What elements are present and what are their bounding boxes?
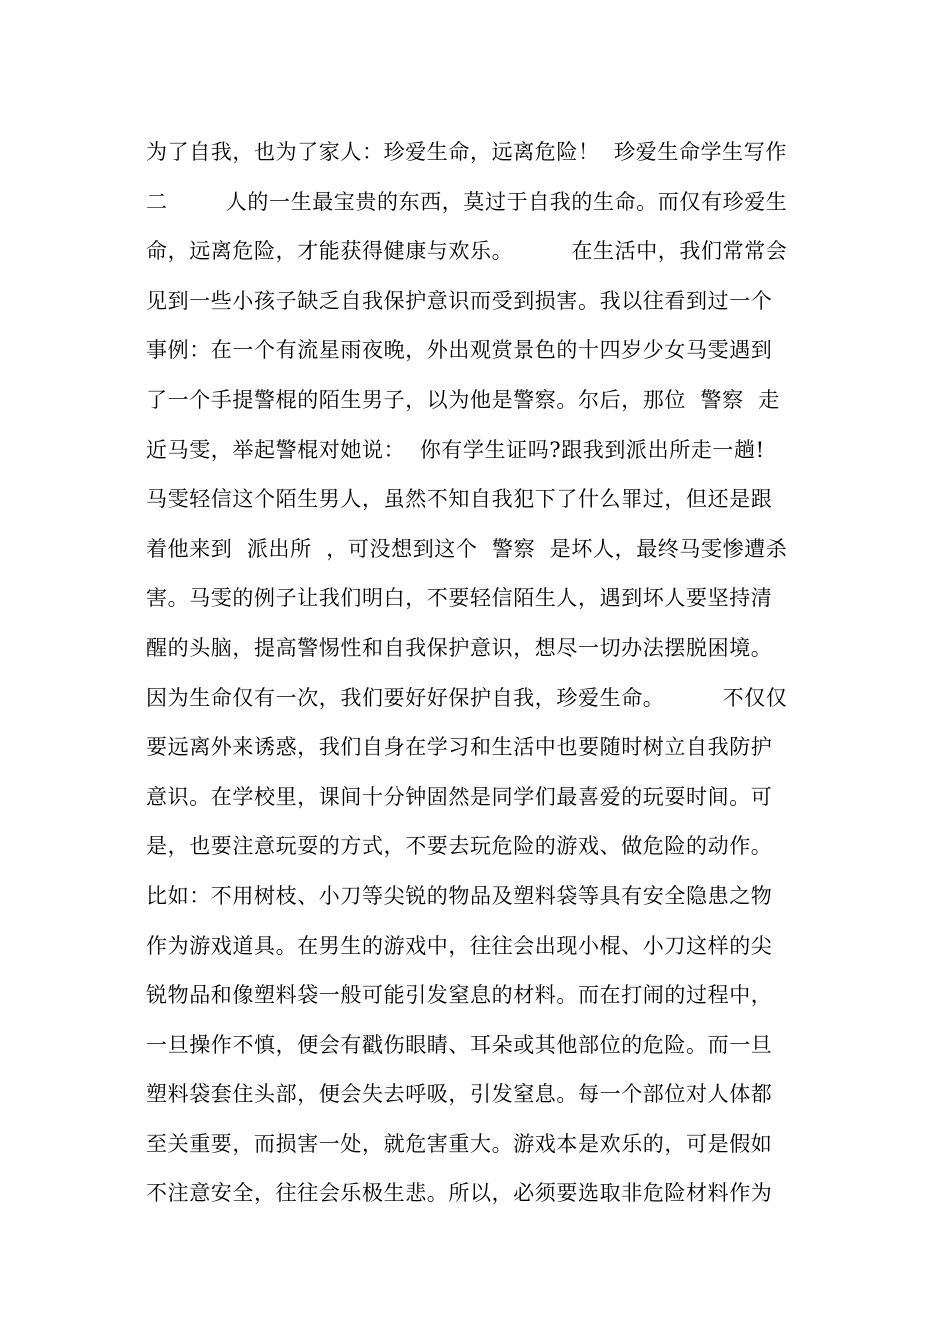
text-line: 害。马雯的例子让我们明白，不要轻信陌生人，遇到坏人要坚持清 [146,586,773,611]
text-line: 醒的头脑，提高警惕性和自我保护意识，想尽一切办法摆脱困境。 [146,635,773,660]
text-line: 意识。在学校里，课间十分钟固然是同学们最喜爱的玩耍时间。可 [146,784,773,809]
text-line: 要远离外来诱惑，我们自身在学习和生活中也要随时树立自我防护 [146,735,773,760]
text-line: 近马雯，举起警棍对她说： 你有学生证吗?跟我到派出所走一趟! [146,437,765,462]
text-line: 了一个手提警棍的陌生男子，以为他是警察。尔后，那位 警察 走 [146,387,780,412]
text-line: 着他来到 派出所 ，可没想到这个 警察 是坏人，最终马雯惨遭杀 [146,536,788,561]
text-line: 不注意安全，往往会乐极生悲。所以，必须要选取非危险材料作为 [146,1181,773,1206]
text-line: 塑料袋套住头部，便会失去呼吸，引发窒息。每一个部位对人体都 [146,1082,773,1107]
text-line: 事例：在一个有流星雨夜晚，外出观赏景色的十四岁少女马雯遇到 [146,338,773,363]
text-line: 比如：不用树枝、小刀等尖锐的物品及塑料袋等具有安全隐患之物 [146,883,773,908]
text-line: 一旦操作不慎，便会有戳伤眼睛、耳朵或其他部位的危险。而一旦 [146,1032,773,1057]
text-line: 为了自我，也为了家人：珍爱生命，远离危险！ 珍爱生命学生写作 [146,140,787,164]
text-line: 命，远离危险，才能获得健康与欢乐。 在生活中，我们常常会 [146,239,788,264]
essay-body [146,128,816,1219]
text-line: 是，也要注意玩耍的方式，不要去玩危险的游戏、做危险的动作。 [146,834,773,859]
text-line: 马雯轻信这个陌生男人，虽然不知自我犯下了什么罪过，但还是跟 [146,487,773,512]
text-line: 锐物品和像塑料袋一般可能引发窒息的材料。而在打闹的过程中， [146,983,773,1008]
text-line: 作为游戏道具。在男生的游戏中，往往会出现小棍、小刀这样的尖 [146,933,773,958]
text-line: 二 人的一生最宝贵的东西，莫过于自我的生命。而仅有珍爱生 [146,189,788,214]
text-line: 见到一些小孩子缺乏自我保护意识而受到损害。我以往看到过一个 [146,288,773,313]
text-line: 至关重要，而损害一处，就危害重大。游戏本是欢乐的，可是假如 [146,1131,773,1156]
text-line: 因为生命仅有一次，我们要好好保护自我，珍爱生命。 不仅仅 [146,685,788,710]
